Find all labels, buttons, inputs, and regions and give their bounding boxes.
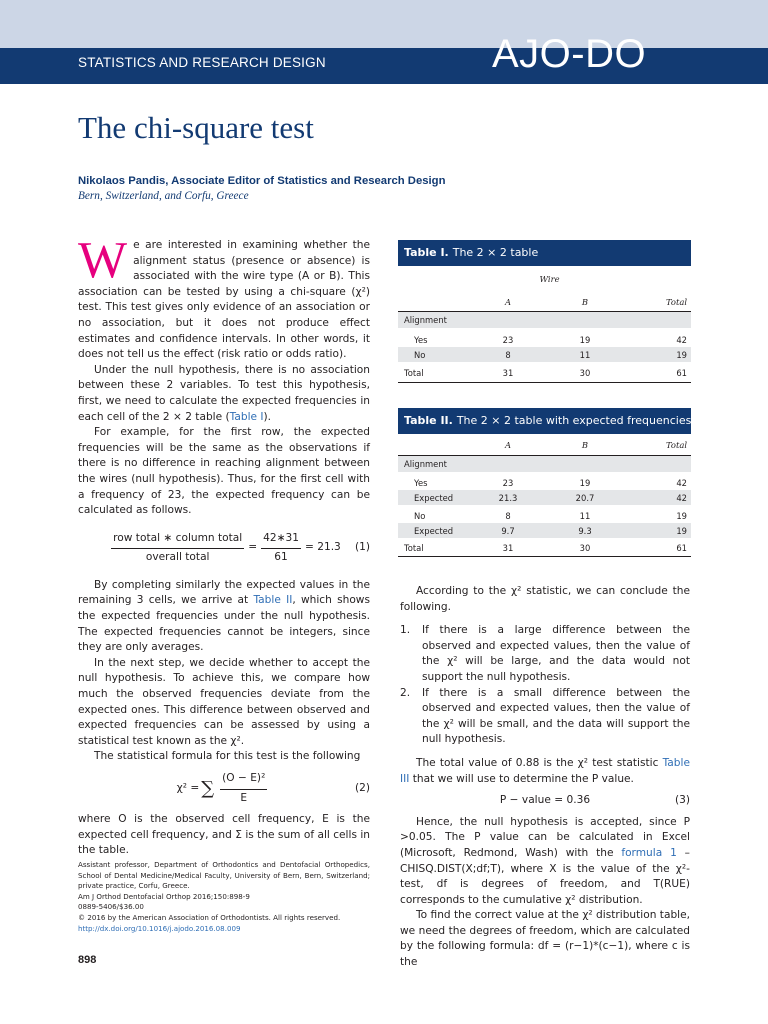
table-ii-header bbox=[398, 408, 691, 434]
paragraph-intro-text: e are interested in examining whether the alignment status (presence or absence) is associated with the wire type (A or B). This association can be tested by using a chi-square (χ²) test. This test gives only evidence of an association or no association, but it does not produce effect estimates and confidence intervals. In other words, it does not tell us the effect (risk ratio or odds ratio). bbox=[78, 239, 370, 361]
equation-3 bbox=[400, 793, 690, 809]
table-ii-cell: 23 bbox=[502, 478, 514, 488]
eq1-fraction-numbers bbox=[261, 531, 301, 566]
table-ii-row-label: No bbox=[414, 511, 426, 521]
list-item bbox=[400, 623, 690, 685]
table-ii-row-label: Expected bbox=[414, 493, 454, 503]
eq2-lhs: χ² = bbox=[176, 781, 200, 794]
paragraph-intro bbox=[78, 232, 370, 363]
paragraph-null-end: ). bbox=[263, 410, 272, 423]
paragraph-null-text: Under the null hypothesis, there is no association between these 2 variables. To test this hypothesis, first, we need to calculate the expected frequencies in each cell of the 2 × 2 table ( bbox=[78, 363, 370, 423]
table-i-row-label: Yes bbox=[414, 335, 428, 345]
table-ii-cell: 42 bbox=[676, 478, 687, 488]
list-item-text: If there is a small difference between the observed and expected values, then the value of the χ² will be small, and the data will support the null hypothesis. bbox=[422, 686, 690, 746]
table-ii-cell: 19 bbox=[676, 526, 687, 536]
table-i-label: Table I. bbox=[404, 246, 449, 259]
paragraph-total-text: The total value of 0.88 is the χ² test statistic bbox=[416, 756, 663, 769]
table-ii-cell: 30 bbox=[579, 543, 591, 553]
article-title: The chi-square test bbox=[78, 110, 314, 145]
eq2-denominator: E bbox=[240, 791, 248, 804]
paragraph-completing-text: By completing similarly the expected values in the remaining 3 cells, we arrive at bbox=[78, 578, 370, 607]
right-column bbox=[400, 584, 690, 971]
paragraph-hence-text: Hence, the null hypothesis is accepted, since P >0.05. The P value can be calculated in Excel (Microsoft, Redmond, Wash) with the bbox=[400, 815, 690, 859]
table-i-cell: 61 bbox=[676, 368, 687, 378]
eq3-text: P − value = 0.36 bbox=[499, 794, 591, 807]
eq1-fraction-text bbox=[111, 531, 244, 566]
table-ii-cell: 9.3 bbox=[578, 526, 592, 536]
table-ii-cell: 20.7 bbox=[575, 493, 595, 503]
table-i-total-label: Total bbox=[404, 368, 424, 378]
table-ii-cell: 61 bbox=[676, 543, 687, 553]
table-i-spanner: Wire bbox=[539, 274, 560, 284]
table-row bbox=[398, 475, 691, 490]
article-affiliation: Bern, Switzerland, and Corfu, Greece bbox=[78, 190, 249, 202]
table-ii-cell: 9.7 bbox=[501, 526, 515, 536]
table-ii-cell: 31 bbox=[502, 543, 514, 553]
eq1-result: = 21.3 bbox=[304, 541, 341, 554]
table-i-col-b: B bbox=[581, 297, 589, 307]
table-ii-cell: 19 bbox=[579, 478, 591, 488]
table-row bbox=[398, 523, 691, 538]
table-ii-col-b: B bbox=[581, 440, 589, 450]
list-item-text: If there is a large difference between the observed and expected values, then the value of the χ² will be large, and the data would not support the null hypothesis. bbox=[422, 624, 690, 683]
footnote-doi-link[interactable]: http://dx.doi.org/10.1016/j.ajodo.2016.08.009 bbox=[78, 923, 241, 933]
table-row bbox=[398, 347, 691, 362]
section-label: STATISTICS AND RESEARCH DESIGN bbox=[78, 55, 326, 70]
table-ii-cell: 21.3 bbox=[498, 493, 518, 503]
table-i-total-row bbox=[398, 365, 691, 383]
table-ii-link[interactable]: Table II bbox=[253, 594, 293, 607]
table-ii bbox=[398, 408, 691, 557]
table-row bbox=[398, 508, 691, 523]
table-i-link[interactable]: Table I bbox=[229, 410, 264, 423]
table-ii-col-total: Total bbox=[665, 440, 687, 450]
eq1-numerator-numbers: 42∗31 bbox=[261, 531, 301, 550]
table-ii-total-row bbox=[398, 540, 691, 557]
formula-1-link[interactable]: formula 1 bbox=[621, 846, 677, 859]
table-ii-group-label: Alignment bbox=[404, 459, 447, 469]
equation-2 bbox=[78, 771, 370, 806]
table-i-column-header-row bbox=[398, 288, 691, 312]
table-ii-col-a: A bbox=[504, 440, 512, 450]
table-i-spanner-row bbox=[398, 266, 691, 288]
table-i-cell: 8 bbox=[505, 350, 511, 360]
list-item bbox=[400, 686, 690, 748]
table-i-header bbox=[398, 240, 691, 266]
table-i-cell: 11 bbox=[579, 350, 591, 360]
table-i-col-total: Total bbox=[665, 297, 687, 307]
table-ii-row-label: Yes bbox=[414, 478, 428, 488]
footnote-citation: Am J Orthod Dentofacial Orthop 2016;150:898-9 bbox=[78, 891, 250, 901]
table-i-group-label: Alignment bbox=[404, 315, 447, 325]
table-iii-link[interactable]: Table III bbox=[400, 756, 690, 785]
eq1-numerator: row total ∗ column total bbox=[111, 531, 244, 550]
journal-logo: AJO-DO bbox=[492, 32, 647, 76]
table-i-caption: The 2 × 2 table bbox=[452, 246, 539, 259]
page-number: 898 bbox=[78, 954, 97, 966]
table-i-cell: 42 bbox=[676, 335, 687, 345]
table-i-row-label: No bbox=[414, 350, 426, 360]
table-ii-row-label: Expected bbox=[414, 526, 454, 536]
drop-cap: W bbox=[78, 232, 128, 289]
paragraph-degrees-freedom: To find the correct value at the χ² distribution table, we need the degrees of freedom, which are calculated by the following formula: df = (r−1)*(c−1), where c is the bbox=[400, 909, 690, 969]
paragraph-completing-end: , which shows the expected frequencies under the null hypothesis. The expected frequencies cannot be integers, since they are only averages. bbox=[78, 594, 370, 654]
paragraph-formula-intro: The statistical formula for this test is the following bbox=[94, 750, 361, 763]
paragraph-where: where O is the observed cell frequency, E is the expected cell frequency, and Σ is the sum of all cells in the table. bbox=[78, 813, 370, 857]
equation-1 bbox=[78, 531, 370, 566]
paragraph-hence bbox=[400, 815, 690, 909]
eq1-denominator: overall total bbox=[145, 551, 210, 564]
list-item-number: 2. bbox=[400, 686, 411, 699]
table-i-cell: 19 bbox=[676, 350, 687, 360]
eq2-numerator: (O − E)² bbox=[220, 771, 267, 790]
table-ii-total-label: Total bbox=[404, 543, 424, 553]
table-i-cell: 23 bbox=[502, 335, 514, 345]
table-ii-cell: 8 bbox=[505, 511, 511, 521]
table-ii-label: Table II. bbox=[404, 414, 453, 427]
table-row bbox=[398, 332, 691, 347]
eq2-fraction bbox=[220, 771, 267, 806]
eq1-equals: = bbox=[248, 541, 258, 554]
left-column bbox=[78, 232, 370, 859]
footnote bbox=[78, 860, 370, 934]
table-i-cell: 31 bbox=[502, 368, 514, 378]
table-i-col-a: A bbox=[504, 297, 512, 307]
conclusion-list bbox=[400, 623, 690, 748]
paragraph-null-hypothesis bbox=[78, 363, 370, 425]
paragraph-completing bbox=[78, 578, 370, 656]
table-ii-group-row bbox=[398, 456, 691, 472]
article-author: Nikolaos Pandis, Associate Editor of Statistics and Research Design bbox=[78, 175, 446, 187]
eq3-number: (3) bbox=[674, 794, 690, 807]
footnote-affiliation: Assistant professor, Department of Orthodontics and Dentofacial Orthopedics, School of Dental Medicine/Medical Faculty, University of Bern, Bern, Switzerland; private practice, Corfu, Greece. bbox=[78, 860, 370, 891]
eq1-denominator-numbers: 61 bbox=[274, 551, 288, 564]
paragraph-total-end: that we will use to determine the P value. bbox=[409, 772, 634, 785]
table-ii-cell: 11 bbox=[579, 511, 591, 521]
table-i-group-row bbox=[398, 312, 691, 328]
table-ii-cell: 19 bbox=[676, 511, 687, 521]
table-i-cell: 19 bbox=[579, 335, 591, 345]
paragraph-example: For example, for the first row, the expected frequencies will be the same as the observations if there is no difference in reaching alignment between the wires (null hypothesis). Thus, for the first cell with a frequency of 23, the expected frequency can be calculated as follows. bbox=[78, 426, 370, 517]
table-i bbox=[398, 240, 691, 383]
eq1-number: (1) bbox=[354, 541, 370, 554]
footnote-copyright: © 2016 by the American Association of Orthodontists. All rights reserved. bbox=[78, 912, 341, 922]
paragraph-next-step: In the next step, we decide whether to accept the null hypothesis. To achieve this, we compare how much the observed frequencies deviate from the expected ones. This difference between observed and expected frequencies can be assessed by using a statistical test known as the χ². bbox=[78, 656, 370, 747]
paragraph-total-value bbox=[400, 756, 690, 787]
table-ii-cell: 42 bbox=[676, 493, 687, 503]
paragraph-conclude: According to the χ² statistic, we can conclude the following. bbox=[400, 585, 690, 613]
header-top-band bbox=[0, 0, 768, 48]
eq2-number: (2) bbox=[354, 781, 370, 794]
table-row bbox=[398, 490, 691, 505]
table-ii-column-header-row bbox=[398, 434, 691, 456]
table-ii-caption: The 2 × 2 table with expected frequencies bbox=[456, 414, 692, 427]
footnote-issn: 0889-5406/$36.00 bbox=[78, 902, 144, 912]
eq2-sigma: ∑ bbox=[201, 777, 215, 799]
paragraph-hence-end: – CHISQ.DIST(X;df;T), where X is the value of the χ²-test, df is degrees of freedom, and T(RUE) corresponds to the cumulative χ² distribution. bbox=[400, 846, 690, 906]
header-bar bbox=[0, 32, 768, 84]
table-i-cell: 30 bbox=[579, 368, 591, 378]
list-item-number: 1. bbox=[400, 624, 411, 637]
